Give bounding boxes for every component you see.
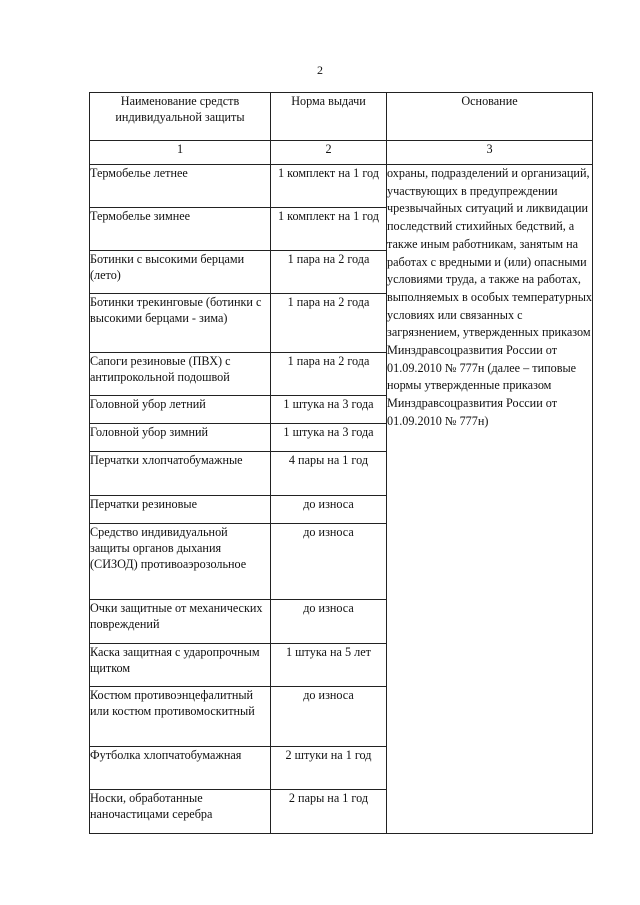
item-norm: 2 штуки на 1 год — [271, 747, 387, 790]
item-norm: до износа — [271, 524, 387, 600]
table-header-row — [90, 93, 593, 141]
ppe-norms-table — [89, 92, 593, 834]
item-name: Ботинки трекинговые (ботинки с высокими берцами - зима) — [90, 294, 271, 353]
column-number: 2 — [271, 141, 387, 165]
basis-text: охраны, подразделений и организаций, участвующих в предупреждении чрезвычайных ситуаций и ликвидации последствий стихийных бедствий, а также иным работникам, занятым на работах с вредными и (или) опасными условиями труда, а также на работах, выполняемых в особых температурных условиях или связанных с загрязнением, утвержденных приказом Минздравсоцразвития России от 01.09.2010 № 777н (далее – типовые нормы утвержденные приказом Минздравсоцразвития России от 01.09.2010 № 777н) — [387, 165, 593, 834]
column-number-row — [90, 141, 593, 165]
page-number: 2 — [317, 63, 323, 77]
item-name: Головной убор летний — [90, 396, 271, 424]
item-name: Сапоги резиновые (ПВХ) с антипрокольной подошвой — [90, 353, 271, 396]
column-header-name: Наименование средств индивидуальной защиты — [90, 93, 271, 141]
item-name: Термобелье зимнее — [90, 208, 271, 251]
item-name: Носки, обработанные наночастицами серебра — [90, 790, 271, 834]
column-header-basis: Основание — [387, 93, 593, 141]
item-norm: 1 штука на 5 лет — [271, 644, 387, 687]
table-row — [90, 165, 593, 208]
item-norm: до износа — [271, 600, 387, 644]
item-name: Термобелье летнее — [90, 165, 271, 208]
item-norm: до износа — [271, 496, 387, 524]
item-name: Головной убор зимний — [90, 424, 271, 452]
item-norm: 1 пара на 2 года — [271, 251, 387, 294]
item-norm: 1 штука на 3 года — [271, 396, 387, 424]
item-norm: 1 пара на 2 года — [271, 353, 387, 396]
item-norm: 4 пары на 1 год — [271, 452, 387, 496]
item-name: Каска защитная с ударопрочным щитком — [90, 644, 271, 687]
item-name: Костюм противоэнцефалитный или костюм противомоскитный — [90, 687, 271, 747]
item-name: Очки защитные от механических повреждений — [90, 600, 271, 644]
column-number: 3 — [387, 141, 593, 165]
item-norm: 1 комплект на 1 год — [271, 208, 387, 251]
item-norm: 1 пара на 2 года — [271, 294, 387, 353]
item-norm: 2 пары на 1 год — [271, 790, 387, 834]
item-name: Перчатки хлопчатобумажные — [90, 452, 271, 496]
column-number: 1 — [90, 141, 271, 165]
item-name: Футболка хлопчатобумажная — [90, 747, 271, 790]
item-name: Средство индивидуальной защиты органов дыхания (СИЗОД) противоаэрозольное — [90, 524, 271, 600]
item-name: Ботинки с высокими берцами (лето) — [90, 251, 271, 294]
item-norm: до износа — [271, 687, 387, 747]
item-name: Перчатки резиновые — [90, 496, 271, 524]
column-header-norm: Норма выдачи — [271, 93, 387, 141]
item-norm: 1 штука на 3 года — [271, 424, 387, 452]
item-norm: 1 комплект на 1 год — [271, 165, 387, 208]
